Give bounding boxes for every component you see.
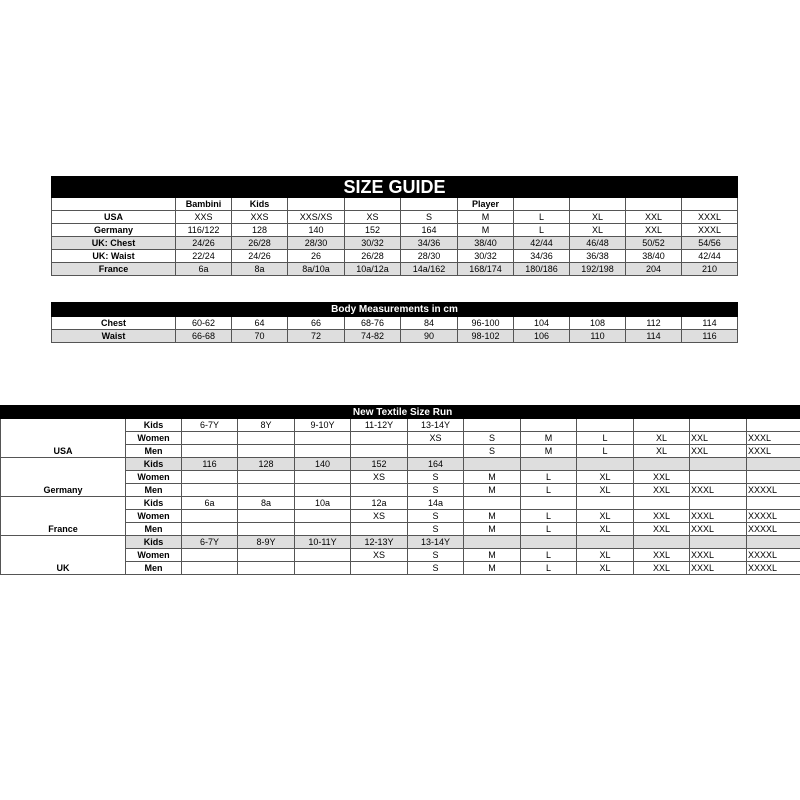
size-cell: XS [351,471,408,484]
size-cell [634,536,690,549]
measurement-row [52,317,738,330]
size-cell: M [464,562,521,575]
size-cell [295,432,351,445]
size-cell: S [408,471,464,484]
size-cell: 38/40 [626,250,682,263]
size-cell: S [408,523,464,536]
size-cell [182,471,238,484]
size-cell: 168/174 [458,263,514,276]
row-label: Women [126,510,182,523]
size-cell: XXXL [682,211,738,224]
size-cell: 9-10Y [295,419,351,432]
size-cell: 14a [408,497,464,510]
size-cell [521,458,577,471]
row-label: UK: Waist [52,250,176,263]
size-cell: XXXL [690,523,747,536]
size-cell: XXXL [747,445,800,458]
size-cell: M [464,484,521,497]
size-cell: 140 [288,224,345,237]
size-cell [351,432,408,445]
size-cell: XXXL [690,562,747,575]
size-cell [577,497,634,510]
size-cell: 28/30 [288,237,345,250]
size-cell: XL [577,471,634,484]
measurement-cell: 96-100 [458,317,514,330]
row-label: Kids [126,497,182,510]
size-cell: XS [408,432,464,445]
row-label: Women [126,549,182,562]
row-label: Germany [52,224,176,237]
size-cell [182,484,238,497]
size-cell: S [408,562,464,575]
size-cell: M [464,549,521,562]
size-guide-row [52,263,738,276]
size-cell: 6-7Y [182,419,238,432]
size-cell: M [521,445,577,458]
textile-size-run-title: New Textile Size Run [1,406,800,419]
size-cell [295,510,351,523]
size-cell [182,549,238,562]
size-cell [182,510,238,523]
size-cell [351,562,408,575]
size-cell [182,562,238,575]
size-cell: XL [577,523,634,536]
measurement-cell: 114 [626,330,682,343]
size-cell: 8a/10a [288,263,345,276]
size-cell: 210 [682,263,738,276]
size-cell: 8a [238,497,295,510]
size-cell: 13-14Y [408,419,464,432]
size-guide-row [52,237,738,250]
measurement-cell: 106 [514,330,570,343]
size-cell [690,497,747,510]
size-cell: 42/44 [682,250,738,263]
size-cell: 192/198 [570,263,626,276]
size-cell: L [521,484,577,497]
size-cell: S [408,510,464,523]
size-cell: XXXL [682,224,738,237]
size-cell [634,419,690,432]
size-cell: XXS [176,211,232,224]
measurement-cell: 104 [514,317,570,330]
size-cell: 11-12Y [351,419,408,432]
size-cell [238,510,295,523]
size-cell [238,445,295,458]
textile-row [1,458,800,471]
size-cell: XXL [634,523,690,536]
size-cell: XXL [690,432,747,445]
row-label: Women [126,432,182,445]
size-cell [295,471,351,484]
size-cell: 24/26 [232,250,288,263]
size-cell: L [577,445,634,458]
measurement-cell: 90 [401,330,458,343]
textile-size-run-table [0,405,800,575]
size-cell: XXL [634,562,690,575]
row-label: USA [52,211,176,224]
size-cell [295,523,351,536]
size-cell: 164 [408,458,464,471]
size-cell: 12a [351,497,408,510]
size-cell: S [464,445,521,458]
size-cell [464,419,521,432]
size-cell: 36/38 [570,250,626,263]
size-cell: XL [570,224,626,237]
size-cell [182,445,238,458]
size-cell: 116/122 [176,224,232,237]
size-cell: 26/28 [232,237,288,250]
row-label: UK: Chest [52,237,176,250]
column-header [514,198,570,211]
size-cell: 128 [238,458,295,471]
size-cell [238,484,295,497]
size-cell: 38/40 [458,237,514,250]
size-cell [577,458,634,471]
body-measurements-title: Body Measurements in cm [52,303,738,317]
size-cell: L [577,432,634,445]
row-label: Waist [52,330,176,343]
size-cell: 34/36 [514,250,570,263]
measurement-cell: 116 [682,330,738,343]
size-cell: 8-9Y [238,536,295,549]
size-cell: 50/52 [626,237,682,250]
size-cell: 46/48 [570,237,626,250]
size-cell [238,549,295,562]
size-cell [238,432,295,445]
measurement-cell: 84 [401,317,458,330]
size-cell [408,445,464,458]
column-header [52,198,176,211]
size-guide-row [52,224,738,237]
textile-row [1,536,800,549]
size-cell: 22/24 [176,250,232,263]
size-cell: L [521,471,577,484]
size-cell [690,471,747,484]
size-cell: 152 [345,224,401,237]
size-cell: XXXXL [747,549,800,562]
size-cell: M [458,211,514,224]
size-cell: XXXL [690,510,747,523]
size-cell: M [458,224,514,237]
country-label: USA [1,419,126,458]
country-label: UK [1,536,126,575]
size-cell: 54/56 [682,237,738,250]
size-cell: XS [345,211,401,224]
size-cell: 6a [176,263,232,276]
size-cell: M [521,432,577,445]
size-cell: 204 [626,263,682,276]
size-cell: XXL [634,484,690,497]
size-cell [747,471,800,484]
size-cell: 152 [351,458,408,471]
size-cell: XXL [634,471,690,484]
size-cell: 10a/12a [345,263,401,276]
size-cell [747,497,800,510]
size-cell [295,445,351,458]
size-cell: XXL [690,445,747,458]
size-cell: XL [570,211,626,224]
measurement-cell: 114 [682,317,738,330]
size-cell [238,562,295,575]
size-cell [690,536,747,549]
size-cell: XL [577,510,634,523]
column-header [288,198,345,211]
size-cell: L [521,510,577,523]
size-cell: 28/30 [401,250,458,263]
row-label: Men [126,523,182,536]
measurement-cell: 110 [570,330,626,343]
size-cell: XXXL [690,549,747,562]
size-cell [521,536,577,549]
size-cell: L [514,211,570,224]
size-cell [690,419,747,432]
measurement-row [52,330,738,343]
size-cell: XXXXL [747,484,800,497]
size-cell: 30/32 [345,237,401,250]
size-cell: XXXL [747,432,800,445]
size-cell: L [521,562,577,575]
measurement-cell: 66 [288,317,345,330]
size-cell: S [408,549,464,562]
size-cell: 8Y [238,419,295,432]
size-cell [690,458,747,471]
size-cell: L [521,549,577,562]
size-cell [747,458,800,471]
size-cell: XL [634,432,690,445]
size-cell: XXL [626,224,682,237]
size-cell [634,458,690,471]
size-cell: 164 [401,224,458,237]
size-cell: XXL [634,510,690,523]
size-cell [464,458,521,471]
size-cell: 140 [295,458,351,471]
size-cell [521,497,577,510]
size-cell [464,536,521,549]
size-cell: 12-13Y [351,536,408,549]
size-cell: M [464,523,521,536]
size-cell [351,523,408,536]
size-cell: 26/28 [345,250,401,263]
size-guide-header-row [52,198,738,211]
size-cell [182,432,238,445]
body-measurements-table [51,302,738,343]
size-guide-title: SIZE GUIDE [52,177,738,198]
size-cell [634,497,690,510]
column-header: Bambini [176,198,232,211]
size-cell: XXXXL [747,562,800,575]
size-cell: 34/36 [401,237,458,250]
column-header [682,198,738,211]
row-label: Men [126,562,182,575]
measurement-cell: 98-102 [458,330,514,343]
size-cell [238,471,295,484]
size-cell: 42/44 [514,237,570,250]
size-cell [351,484,408,497]
row-label: Chest [52,317,176,330]
size-cell [351,445,408,458]
measurement-cell: 64 [232,317,288,330]
size-cell [295,484,351,497]
size-cell: 180/186 [514,263,570,276]
column-header: Kids [232,198,288,211]
size-guide-table [51,176,738,276]
textile-row [1,419,800,432]
size-cell: 116 [182,458,238,471]
size-cell [295,549,351,562]
row-label: Men [126,484,182,497]
row-label: Kids [126,536,182,549]
size-cell: M [464,471,521,484]
size-cell: 8a [232,263,288,276]
measurement-cell: 60-62 [176,317,232,330]
size-cell [747,419,800,432]
size-cell: XL [577,484,634,497]
size-cell: XS [351,549,408,562]
size-cell: L [514,224,570,237]
size-cell: XXXXL [747,510,800,523]
size-cell: 13-14Y [408,536,464,549]
size-cell: XXS [232,211,288,224]
size-cell: XXS/XS [288,211,345,224]
size-cell: XXXL [690,484,747,497]
size-cell: 30/32 [458,250,514,263]
size-cell [295,562,351,575]
row-label: Women [126,471,182,484]
size-cell: 6a [182,497,238,510]
size-cell: M [464,510,521,523]
textile-row [1,497,800,510]
size-cell: XL [577,562,634,575]
row-label: Kids [126,419,182,432]
row-label: France [52,263,176,276]
size-cell: 24/26 [176,237,232,250]
measurement-cell: 72 [288,330,345,343]
size-cell [747,536,800,549]
size-cell: 10a [295,497,351,510]
size-cell [238,523,295,536]
measurement-cell: 68-76 [345,317,401,330]
size-cell: 128 [232,224,288,237]
size-cell: 6-7Y [182,536,238,549]
size-cell: 14a/162 [401,263,458,276]
column-header: Player [458,198,514,211]
measurement-cell: 112 [626,317,682,330]
size-cell [464,497,521,510]
size-cell: S [401,211,458,224]
column-header [345,198,401,211]
size-cell [521,419,577,432]
size-cell: XXL [626,211,682,224]
size-cell: XS [351,510,408,523]
measurement-cell: 66-68 [176,330,232,343]
country-label: France [1,497,126,536]
size-cell: S [464,432,521,445]
size-cell: XXL [634,549,690,562]
size-cell [577,419,634,432]
size-guide-row [52,250,738,263]
size-cell: S [408,484,464,497]
country-label: Germany [1,458,126,497]
size-cell [577,536,634,549]
measurement-cell: 74-82 [345,330,401,343]
row-label: Men [126,445,182,458]
measurement-cell: 108 [570,317,626,330]
size-cell: L [521,523,577,536]
size-cell: 10-11Y [295,536,351,549]
size-cell: XXXXL [747,523,800,536]
column-header [626,198,682,211]
size-guide-row [52,211,738,224]
measurement-cell: 70 [232,330,288,343]
size-cell: 26 [288,250,345,263]
size-cell: XL [577,549,634,562]
size-cell: XL [634,445,690,458]
row-label: Kids [126,458,182,471]
size-cell [182,523,238,536]
column-header [401,198,458,211]
column-header [570,198,626,211]
